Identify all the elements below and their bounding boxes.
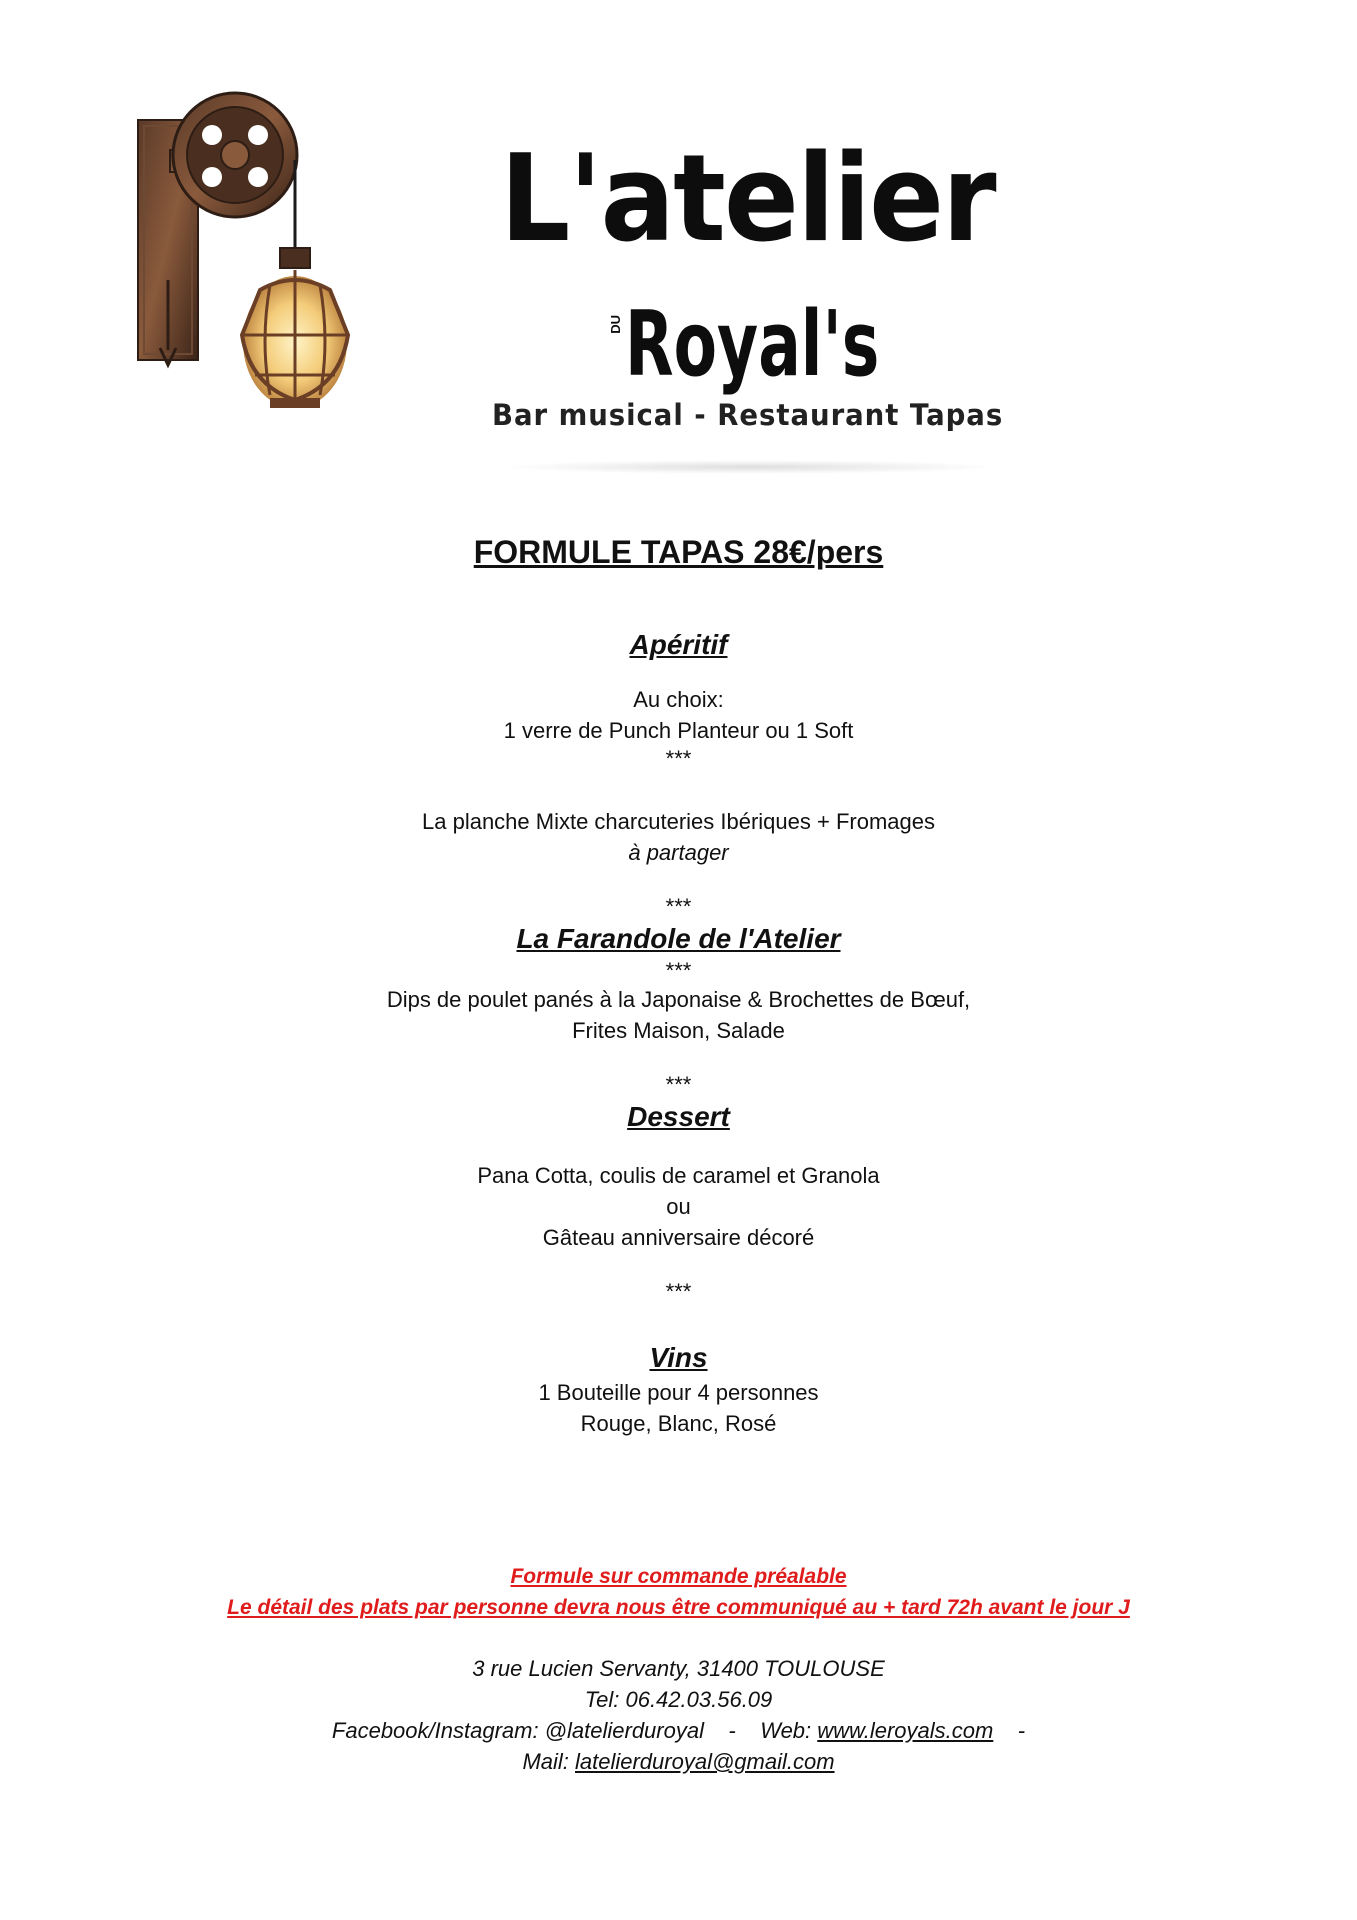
dessert-line-2: ou <box>666 1194 691 1219</box>
menu-content <box>0 530 1357 1777</box>
phone: Tel: 06.42.03.56.09 <box>584 1687 773 1712</box>
social-suffix: - <box>993 1718 1026 1743</box>
mail-prefix: Mail: <box>522 1749 575 1774</box>
web-link[interactable]: www.leroyals.com <box>817 1718 994 1743</box>
vins-line-1: 1 Bouteille pour 4 personnes <box>538 1380 819 1405</box>
order-deadline-note: Le détail des plats par personne devra nous être communiqué au + tard 72h avant le jour J <box>227 1596 1130 1619</box>
separator-stars: *** <box>665 1279 692 1304</box>
dessert-line-3: Gâteau anniversaire décoré <box>542 1225 815 1250</box>
order-note: Formule sur commande préalable <box>510 1565 847 1588</box>
social-web-line <box>0 1715 1357 1746</box>
mail-line <box>0 1746 1357 1777</box>
separator-stars: *** <box>665 894 692 919</box>
farandole-line-1: Dips de poulet panés à la Japonaise & Brochettes de Bœuf, <box>386 987 971 1012</box>
social-prefix: Facebook/Instagram: @latelierduroyal - Web: <box>331 1718 818 1743</box>
logo-main-text: L'atelier <box>500 130 995 269</box>
section-title-aperitif: Apéritif <box>629 629 728 660</box>
aperitif-line-2: 1 verre de Punch Planteur ou 1 Soft <box>503 718 854 743</box>
separator-stars: *** <box>665 746 692 771</box>
tagline: Bar musical - Restaurant Tapas <box>492 398 1004 432</box>
section-title-vins: Vins <box>649 1342 708 1373</box>
aperitif-line-1: Au choix: <box>633 687 724 712</box>
formule-title: FORMULE TAPAS 28€/pers <box>473 534 884 570</box>
logo-sub-text: Royal's <box>625 292 880 397</box>
planche-note: à partager <box>628 840 729 865</box>
vins-line-2: Rouge, Blanc, Rosé <box>580 1411 777 1436</box>
mail-link[interactable]: latelierduroyal@gmail.com <box>575 1749 835 1774</box>
tagline-shadow <box>500 460 1000 474</box>
section-title-dessert: Dessert <box>627 1101 730 1132</box>
pulley-lamp-illustration <box>130 80 380 420</box>
section-title-farandole: La Farandole de l'Atelier <box>516 923 841 954</box>
planche-line: La planche Mixte charcuteries Ibériques + Fromages <box>422 809 935 834</box>
farandole-line-2: Frites Maison, Salade <box>572 1018 785 1043</box>
logo-du-text: DU <box>608 315 623 334</box>
separator-stars: *** <box>665 1072 692 1097</box>
separator-stars: *** <box>665 958 692 983</box>
dessert-line-1: Pana Cotta, coulis de caramel et Granola <box>477 1163 880 1188</box>
address: 3 rue Lucien Servanty, 31400 TOULOUSE <box>472 1656 885 1681</box>
